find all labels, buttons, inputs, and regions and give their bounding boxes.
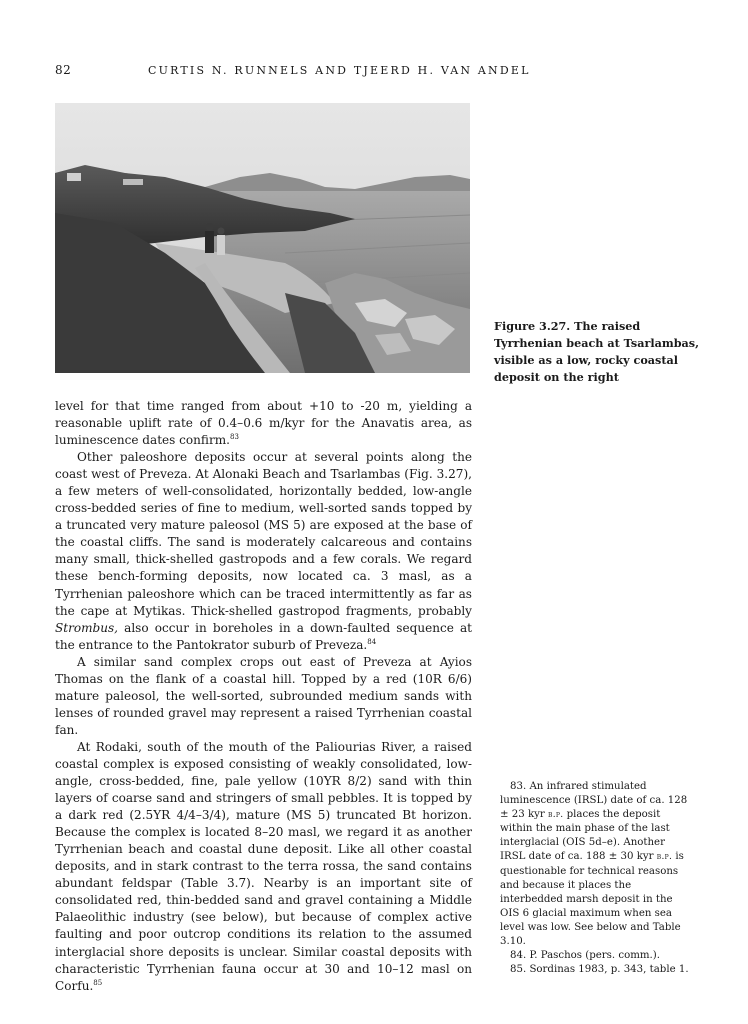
body-text (55, 398, 472, 995)
footnote-84: 84. P. Paschos (pers. comm.). (510, 950, 660, 962)
species-name: Strombus, (55, 620, 119, 635)
page-number: 82 (55, 63, 72, 77)
running-head: CURTIS N. RUNNELS AND TJEERD H. VAN ANDEL (148, 64, 531, 77)
figure-photo (55, 103, 470, 373)
footnote-ref: 83 (229, 433, 239, 442)
footnotes (500, 780, 692, 977)
coastal-landscape-photo (55, 103, 470, 373)
paragraph (55, 654, 472, 739)
paragraph-text: A similar sand complex crops out east of Preveza at Ayios Thomas on the flank of a coastal hill. Topped by a red (10R 6/6) mature paleosol, the well-sorted, subrounded medium sands with lenses of rounded gravel may represent a raised Tyrrhenian coastal fan. (55, 654, 472, 737)
footnote-ref: 84 (367, 637, 377, 646)
footnote-83 (500, 780, 692, 949)
paragraph (55, 739, 472, 995)
paragraph-text: level for that time ranged from about +10 to -20 m, yielding a reasonable uplift rate of 0.4–0.6 m/kyr for the Anavatis area, as luminescence dates confirm. (55, 399, 472, 448)
paragraph-text: also occur in boreholes in a down-faulted sequence at the entrance to the Pantokrator suburb of Preveza. (55, 620, 472, 652)
footnote-abbrev: b.p. (656, 852, 673, 863)
footnote-text: is questionable for technical reasons and because it places the interbedded marsh deposit in the OIS 6 glacial maximum when sea level was low. See below and Table 3.10. (500, 851, 684, 948)
footnote-text: places the deposit within the main phase of the last interglacial (OIS 5d–e). Another IRSL date of ca. 188 ± 30 kyr (500, 809, 670, 863)
footnote-text: 83. An infrared stimulated luminescence (IRSL) date of ca. 128 ± 23 kyr (500, 781, 688, 821)
paragraph (55, 449, 472, 654)
paragraph-text: At Rodaki, south of the mouth of the Paliourias River, a raised coastal complex is exposed consisting of weakly consolidated, low-angle, cross-bedded, fine, pale yellow (10YR 8/2) sand with thin layers of coarse sand and stringers of small pebbles. It is topped by a dark red (2.5YR 4/4–3/4), mature (MS 5) truncated Bt horizon. Because the complex is located 8–20 masl, we regard it as another Tyrrhenian beach and coastal dune deposit. Like all other coastal deposits, and in stark contrast to the terra rossa, the sand contains abundant feldspar (Table 3.7). Nearby is an important site of consolidated red, thin-bedded sand and gravel containing a Middle Palaeolithic industry (see below), but because of complex active faulting and poor outcrop conditions its relation to the assumed interglacial shore deposits is unclear. Similar coastal deposits with characteristic Tyrrhenian fauna occur at 30 and 10–12 masl on Corfu. (55, 739, 472, 993)
figure-caption: Figure 3.27. The raised Tyrrhenian beach at Tsarlambas, visible as a low, rocky coastal deposit on the right (494, 319, 699, 384)
paragraph (55, 398, 472, 449)
footnote-85: 85. Sordinas 1983, p. 343, table 1. (510, 964, 689, 976)
footnote-abbrev: b.p. (548, 810, 564, 821)
paragraph-text: Other paleoshore deposits occur at several points along the coast west of Preveza. At Alonaki Beach and Tsarlambas (Fig. 3.27), a few meters of well-consolidated, horizontally bedded, low-angle cross-bedded series of fine to medium, well-sorted sands topped by a truncated very mature paleosol (MS 5) are exposed at the base of the coastal cliffs. The sand is moderately calcareous and contains many small, thick-shelled gastropods and a few corals. We regard these bench-forming deposits, now located ca. 3 masl, as a Tyrrhenian paleoshore which can be traced intermittently as far as the cape at Mytikas. Thick-shelled gastropod fragments, probably (55, 450, 472, 618)
footnote-ref: 85 (93, 978, 103, 987)
